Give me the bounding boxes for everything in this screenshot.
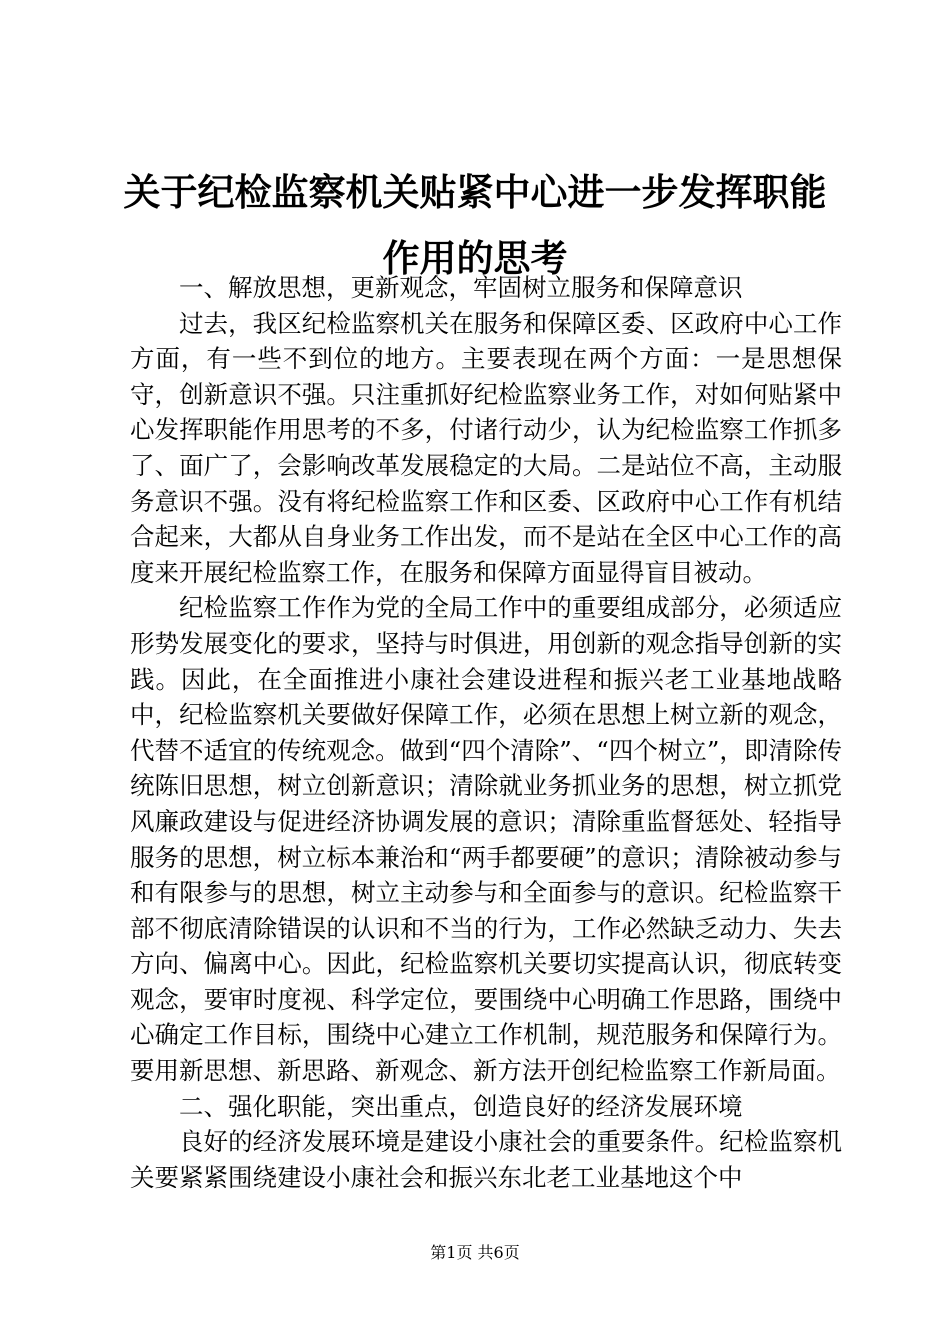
document-body bbox=[130, 270, 842, 1195]
paragraph: 过去，我区纪检监察机关在服务和保障区委、区政府中心工作方面，有一些不到位的地方。主要表现在两个方面：一是思想保守，创新意识不强。只注重抓好纪检监察业务工作，对如何贴紧中心发挥职能作用思考的不多，付诸行动少，认为纪检监察工作抓多了、面广了，会影响改革发展稳定的大局。二是站位不高，主动服务意识不强。没有将纪检监察工作和区委、区政府中心工作有机结合起来，大都从自身业务工作出发，而不是站在全区中心工作的高度来开展纪检监察工作，在服务和保障方面显得盲目被动。 bbox=[130, 308, 842, 587]
paragraph: 良好的经济发展环境是建设小康社会的重要条件。纪检监察机关要紧紧围绕建设小康社会和振兴东北老工业基地这个中 bbox=[130, 1127, 842, 1192]
page-footer: 第1页 共6页 bbox=[430, 1243, 520, 1262]
document-title: 关于纪检监察机关贴紧中心进一步发挥职能作用的思考 bbox=[123, 171, 827, 280]
section-heading-2: 二、强化职能，突出重点，创造良好的经济发展环境 bbox=[179, 1091, 743, 1121]
paragraph: 纪检监察工作作为党的全局工作中的重要组成部分，必须适应形势发展变化的要求，坚持与时俱进，用创新的观念指导创新的实践。因此，在全面推进小康社会建设进程和振兴老工业基地战略中，纪检监察机关要做好保障工作，必须在思想上树立新的观念，代替不适宜的传统观念。做到“四个清除”、“四个树立”，即清除传统陈旧思想，树立创新意识；清除就业务抓业务的思想，树立抓党风廉政建设与促进经济协调发展的意识；清除重监督惩处、轻指导服务的思想，树立标本兼治和“两手都要硬”的意识；清除被动参与和有限参与的思想，树立主动参与和全面参与的意识。纪检监察干部不彻底清除错误的认识和不当的行为，工作必然缺乏动力、失去方向、偏离中心。因此，纪检监察机关要切实提高认识，彻底转变观念，要审时度视、科学定位，要围绕中心明确工作思路，围绕中心确定工作目标，围绕中心建立工作机制，规范服务和保障行为。要用新思想、新思路、新观念、新方法开创纪检监察工作新局面。 bbox=[130, 593, 842, 1086]
section-heading-1: 一、解放思想，更新观念，牢固树立服务和保障意识 bbox=[179, 273, 743, 302]
